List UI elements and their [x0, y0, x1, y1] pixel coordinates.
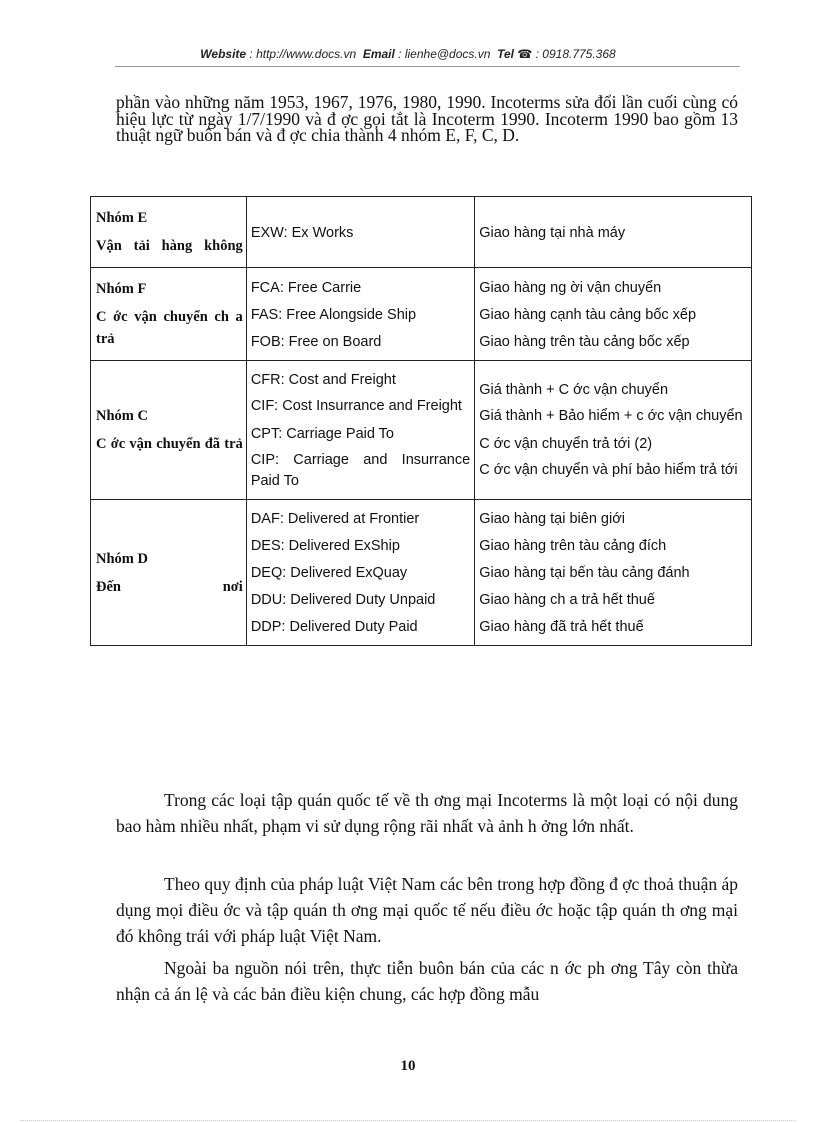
term-name: FOB: Free on Board [250, 333, 382, 350]
term-name: DDU: Delivered Duty Unpaid [250, 592, 436, 608]
term-name: CFR: Cost and Freight [250, 372, 396, 388]
website-value[interactable]: : http://www.docs.vn [249, 47, 357, 61]
term-description: Giao hàng cạnh tàu cảng bốc xếp [479, 306, 697, 323]
email-label: Email [362, 47, 395, 61]
term-name: CPT: Carriage Paid To [250, 426, 394, 442]
term-cell [246, 268, 474, 361]
incoterms-table [90, 196, 752, 646]
intro-paragraph: phần vào những năm 1953, 1967, 1976, 1980, 1990. Incoterms sửa đổi lần cuối cùng có hiệu lực từ ngày 1/7/1990 và đ ợc gọi tắt là Incoterm 1990. Incoterm 1990 bao gồm 13 thuật ngữ buôn bán và đ ợc chia thành 4 nhóm E, F, C, D. [116, 92, 738, 145]
phone-icon: ☎ [517, 47, 533, 61]
description-cell [475, 361, 752, 500]
group-cell [91, 197, 247, 268]
term-description: Giá thành + C ớc vận chuyển [479, 382, 669, 398]
page-number: 10 [400, 1058, 416, 1074]
term-description: Giao hàng tại bến tàu cảng đánh [479, 565, 690, 581]
group-cell [91, 500, 247, 646]
group-cell [91, 268, 247, 361]
group-description: Đến nơi [96, 578, 243, 595]
description-cell [475, 268, 752, 361]
term-description: Giao hàng đã trả hết thuế [479, 619, 644, 635]
group-cell [91, 361, 247, 500]
term-cell [246, 500, 474, 646]
term-description: C ớc vận chuyển trả tới (2) [479, 436, 653, 452]
header-divider [115, 66, 740, 67]
website-label: Website [200, 47, 247, 61]
term-description: Giao hàng tại nhà máy [479, 224, 626, 241]
term-description: Giao hàng trên tàu cảng đích [479, 538, 667, 554]
incoterms-table-body [91, 197, 752, 646]
term-description: Giao hàng tại biên giới [479, 511, 625, 527]
table-row [91, 500, 752, 646]
term-name: CIP: Carriage and Insurrance Paid To [250, 452, 471, 489]
term-name: DDP: Delivered Duty Paid [250, 619, 418, 635]
table-row [91, 268, 752, 361]
page-header [0, 47, 816, 61]
term-name: DAF: Delivered at Frontier [250, 511, 420, 527]
term-description: Giao hàng ch a trả hết thuế [479, 592, 655, 608]
description-cell [475, 500, 752, 646]
group-name: Nhóm C [96, 408, 148, 424]
term-name: FAS: Free Alongside Ship [250, 306, 417, 323]
term-description: Giao hàng trên tàu cảng bốc xếp [479, 333, 690, 350]
group-name: Nhóm F [96, 281, 147, 297]
tel-value: : 0918.775.368 [535, 47, 616, 61]
tel-label: Tel [497, 47, 514, 61]
group-description: C ớc vận chuyển ch a trả [96, 309, 243, 347]
footer-divider [20, 1120, 796, 1121]
email-value[interactable]: : lienhe@docs.vn [398, 47, 491, 61]
term-description: C ớc vận chuyển và phí bảo hiểm trả tới [479, 462, 738, 478]
term-cell [246, 197, 474, 268]
table-row [91, 361, 752, 500]
description-cell [475, 197, 752, 268]
group-name: Nhóm E [96, 210, 148, 226]
body-paragraph-3: Ngoài ba nguồn nói trên, thực tiễn buôn bán của các n ớc ph ơng Tây còn thừa nhận cả án lệ và các bản điều kiện chung, các hợp đồng mẫu [116, 958, 738, 1004]
group-description: C ớc vận chuyển đã trả [96, 436, 243, 452]
term-name: DEQ: Delivered ExQuay [250, 565, 408, 581]
group-name: Nhóm D [96, 550, 148, 567]
term-name: EXW: Ex Works [250, 224, 354, 241]
term-name: FCA: Free Carrie [250, 279, 362, 296]
term-name: CIF: Cost Insurrance and Freight [250, 398, 462, 414]
table-row [91, 197, 752, 268]
body-paragraph-1: Trong các loại tập quán quốc tế về th ơng mại Incoterms là một loại có nội dung bao hàm nhiều nhất, phạm vi sử dụng rộng rãi nhất và ảnh h ởng lớn nhất. [116, 790, 738, 836]
term-name: DES: Delivered ExShip [250, 538, 400, 554]
term-description: Giao hàng ng ời vận chuyển [479, 279, 662, 296]
group-description: Vận tải hàng không [96, 238, 243, 254]
body-paragraph-2: Theo quy định của pháp luật Việt Nam các bên trong hợp đồng đ ợc thoả thuận áp dụng mọi điều ớc và tập quán th ơng mại quốc tế nếu điều ớc hoặc tập quán th ơng mại đó không trái với pháp luật Việt Nam. [116, 874, 738, 946]
term-description: Giá thành + Bảo hiểm + c ớc vận chuyển [479, 408, 743, 424]
term-cell [246, 361, 474, 500]
